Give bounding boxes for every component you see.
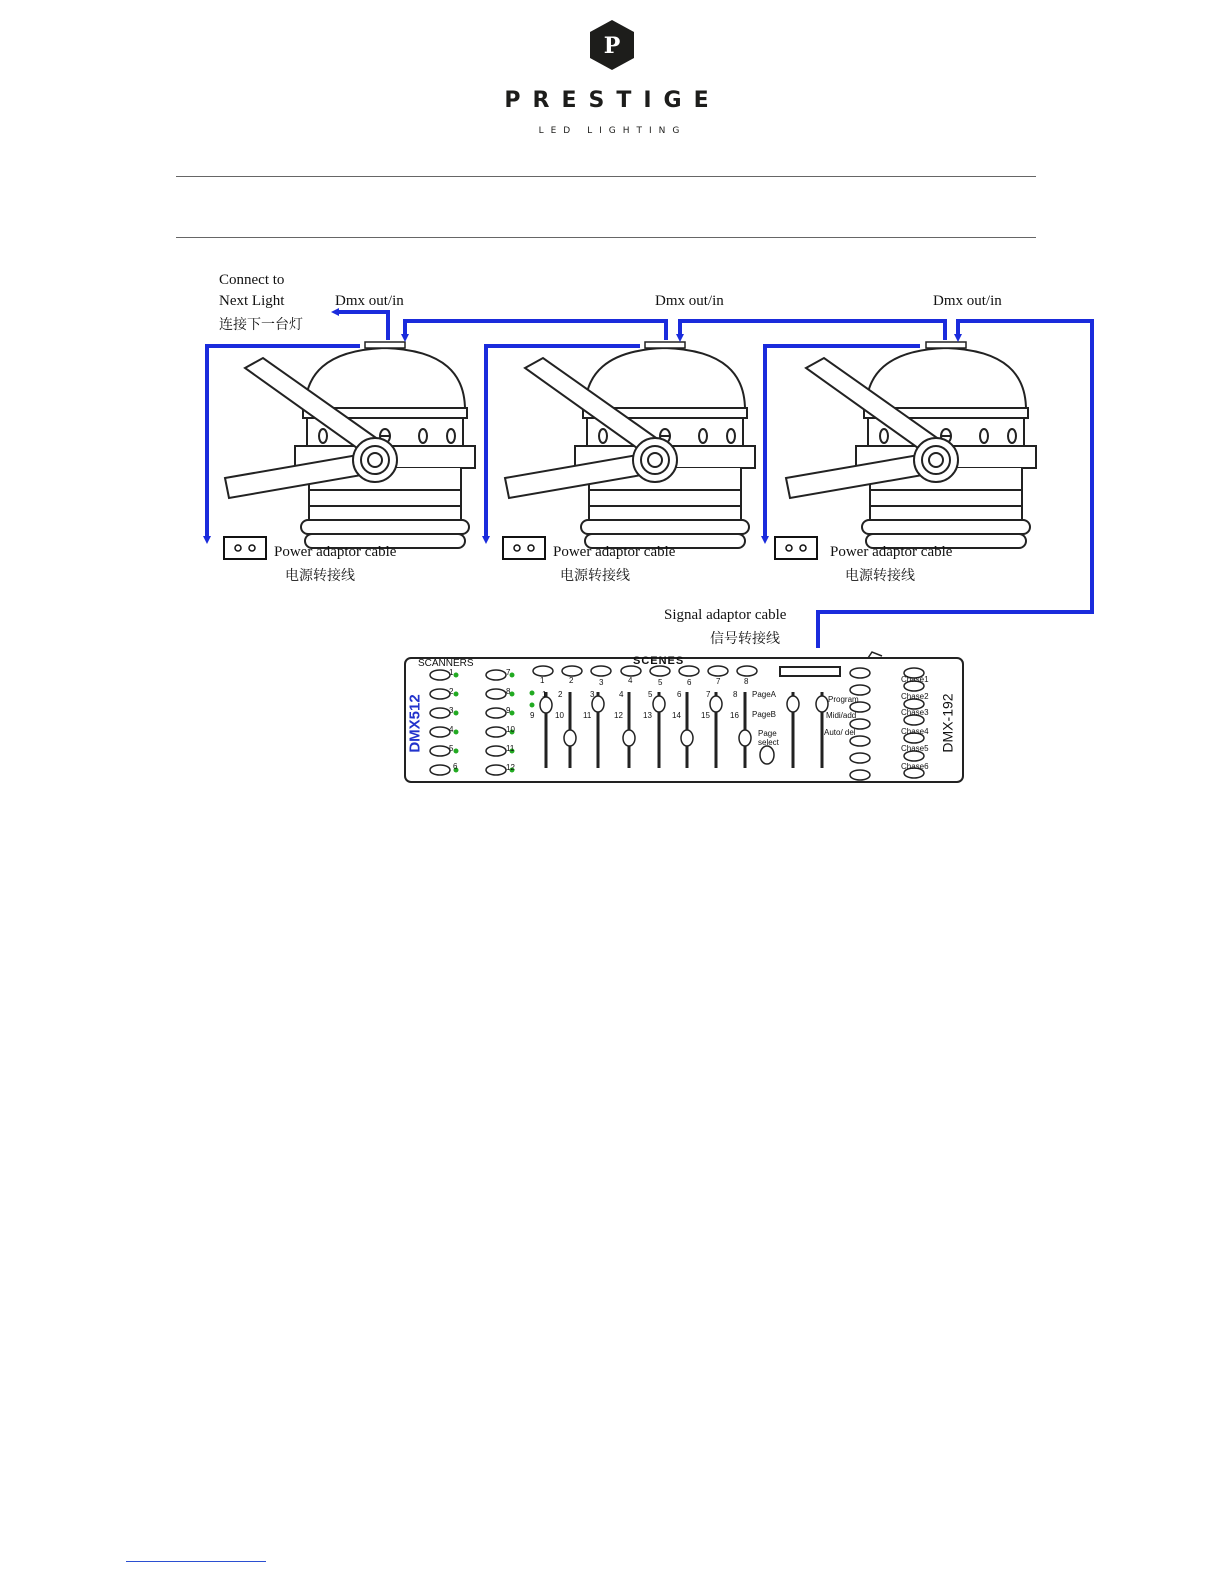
dmx-label-2: Dmx out/in xyxy=(655,293,724,309)
fader-number: 9 xyxy=(530,711,535,720)
scene-number: 8 xyxy=(744,677,749,686)
scanner-number: 3 xyxy=(449,706,454,715)
scanner-number: 12 xyxy=(506,763,515,772)
scanner-number: 8 xyxy=(506,687,511,696)
controller-display xyxy=(780,667,840,676)
scanner-number: 6 xyxy=(453,762,458,771)
power-label-3: Power adaptor cable xyxy=(830,544,953,560)
scenes-label: SCENES xyxy=(633,655,685,667)
scene-number: 4 xyxy=(628,676,633,685)
fader-number: 2 xyxy=(558,690,563,699)
power-label-cn-3: 电源转接线 xyxy=(845,568,915,584)
brand-name: PRESTIGE xyxy=(504,88,721,113)
connect-next-line1: Connect to xyxy=(219,272,285,288)
scene-number: 3 xyxy=(599,678,604,687)
fader-number: 7 xyxy=(706,690,711,699)
fader-number: 12 xyxy=(614,711,623,720)
chase-label: Chase5 xyxy=(901,744,929,753)
logo-letter: P xyxy=(603,33,621,59)
chase-label: Chase2 xyxy=(901,692,929,701)
fader-number: 11 xyxy=(583,711,592,720)
scanner-number: 7 xyxy=(506,668,511,677)
scene-number: 5 xyxy=(658,678,663,687)
dmx-controller xyxy=(405,652,963,782)
power-label-2: Power adaptor cable xyxy=(553,544,676,560)
footer-divider xyxy=(126,1561,266,1562)
scene-number: 2 xyxy=(569,676,574,685)
par-light-2 xyxy=(505,342,755,548)
power-plug-3 xyxy=(775,537,817,559)
scanner-number: 11 xyxy=(506,744,515,753)
chase-label: Chase4 xyxy=(901,727,929,736)
page-select-label-1: Page xyxy=(758,729,777,738)
scanner-number: 4 xyxy=(449,725,454,734)
power-label-1: Power adaptor cable xyxy=(274,544,397,560)
fader-number: 16 xyxy=(730,711,739,720)
fader-number: 8 xyxy=(733,690,738,699)
page-a-label: PageA xyxy=(752,690,777,699)
chase-label: Chase6 xyxy=(901,762,929,771)
scene-number: 7 xyxy=(716,677,721,686)
fader-number: 4 xyxy=(619,690,624,699)
par-light-1 xyxy=(225,342,475,548)
scanner-number: 1 xyxy=(449,668,454,677)
brand-tagline: LED LIGHTING xyxy=(538,126,687,136)
power-label-cn-2: 电源转接线 xyxy=(560,568,630,584)
par-light-3 xyxy=(786,342,1036,548)
scanners-label: SCANNERS xyxy=(418,658,474,669)
power-plug-1 xyxy=(224,537,266,559)
power-label-cn-1: 电源转接线 xyxy=(285,568,355,584)
controller-model: DMX-192 xyxy=(939,693,956,753)
scanner-number: 2 xyxy=(449,687,454,696)
dmx-label-1: Dmx out/in xyxy=(335,293,404,309)
scanner-number: 10 xyxy=(506,725,515,734)
fader-number: 13 xyxy=(643,711,652,720)
chase-label: Chase1 xyxy=(901,675,929,684)
signal-label-cn: 信号转接线 xyxy=(710,631,780,647)
fader-number: 5 xyxy=(648,690,653,699)
page-select-label-2: select xyxy=(758,738,779,747)
scanner-number: 5 xyxy=(449,744,454,753)
fader-number: 6 xyxy=(677,690,682,699)
power-plug-2 xyxy=(503,537,545,559)
auto-del-label: Auto/ del xyxy=(824,728,856,737)
scene-number: 1 xyxy=(540,676,545,685)
controller-brand: DMX512 xyxy=(406,694,424,753)
fader-number: 1 xyxy=(542,690,547,699)
fader-number: 10 xyxy=(555,711,564,720)
page-b-label: PageB xyxy=(752,710,777,719)
fader-number: 14 xyxy=(672,711,681,720)
connect-next-line2: Next Light xyxy=(219,293,285,309)
scanner-number: 9 xyxy=(506,706,511,715)
connect-next-cn: 连接下一台灯 xyxy=(219,317,303,333)
midi-add-label: Midi/add xyxy=(826,711,857,720)
fader-number: 3 xyxy=(590,690,595,699)
fader-number: 15 xyxy=(701,711,710,720)
scene-number: 6 xyxy=(687,678,692,687)
signal-label: Signal adaptor cable xyxy=(664,607,787,623)
chase-label: Chase3 xyxy=(901,708,929,717)
program-label: Program xyxy=(828,695,859,704)
dmx-label-3: Dmx out/in xyxy=(933,293,1002,309)
